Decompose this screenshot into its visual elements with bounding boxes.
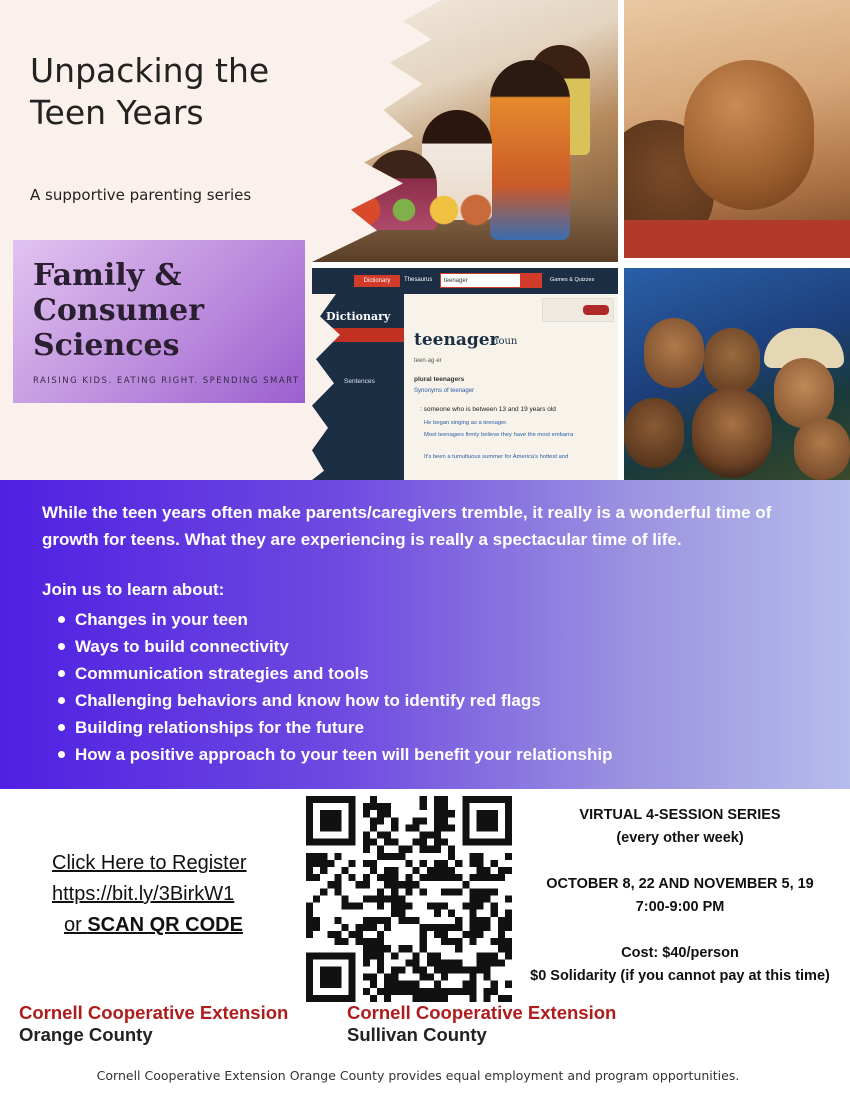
title-line-2: Teen Years: [30, 93, 204, 132]
event-details: [528, 804, 832, 988]
family-kitchen-photo: [312, 0, 618, 262]
search-icon: [520, 273, 542, 288]
person-head: [684, 60, 814, 210]
fcs-logo-box: [13, 240, 305, 403]
scan-qr-label: [52, 910, 272, 941]
frequency-label: (every other week): [616, 830, 744, 846]
scan-qr-text: SCAN QR CODE: [87, 914, 243, 936]
footer-note: Cornell Cooperative Extension Orange County provides equal employment and program opportunities.: [96, 1068, 740, 1083]
pronunciation: teen·ag·er: [414, 358, 442, 364]
register-url-link[interactable]: https://bit.ly/3BirkW1: [52, 883, 235, 905]
fcs-line-1: Family &: [33, 258, 182, 293]
fcs-line-3: Sciences: [33, 328, 180, 363]
example-sentence: He began singing as a teenager.: [424, 420, 508, 426]
sponsor-org: Cornell Cooperative Extension: [347, 1002, 617, 1023]
event-dates: OCTOBER 8, 22 AND NOVEMBER 5, 19: [546, 876, 814, 892]
plural-form: plural teenagers: [414, 376, 465, 383]
fcs-title: [33, 258, 204, 363]
join-heading: Join us to learn about:: [42, 580, 225, 599]
dictionary-screenshot: [312, 268, 618, 480]
sidebar-sentences: Sentences: [344, 378, 375, 385]
dictionary-search-field: teenager: [440, 273, 534, 288]
qr-code[interactable]: [306, 796, 512, 1002]
page-title: [30, 50, 300, 134]
topic-item: Ways to build connectivity: [58, 633, 612, 660]
series-label: VIRTUAL 4-SESSION SERIES: [579, 807, 781, 823]
teen-comfort-photo: [624, 0, 850, 258]
example-sentence: Most teenagers firmly believe they have the most embarra: [424, 432, 574, 438]
person-face: [692, 388, 772, 478]
sponsor-orange: [19, 1002, 288, 1046]
sidebar-label: Dictionary: [326, 310, 391, 323]
event-cost: Cost: $40/person: [621, 945, 739, 961]
car-icon: [583, 305, 609, 315]
fcs-line-2: Consumer: [33, 293, 205, 328]
topic-item: Building relationships for the future: [58, 714, 612, 741]
dictionary-logo: Dictionary: [354, 275, 400, 287]
person-face: [624, 398, 684, 468]
register-block: [52, 848, 272, 941]
example-sentence: It's been a tumultuous summer for America's hottest and: [424, 454, 569, 460]
topic-item: Changes in your teen: [58, 606, 612, 633]
fcs-tagline: RAISING KIDS. EATING RIGHT. SPENDING SMART: [33, 376, 300, 386]
page-subtitle: A supportive parenting series: [30, 186, 252, 204]
sponsor-sullivan: [347, 1002, 616, 1046]
definition: : someone who is between 13 and 19 years old: [420, 406, 556, 413]
person-face: [794, 418, 850, 480]
sponsor-org: Cornell Cooperative Extension: [19, 1002, 289, 1023]
topic-item: Communication strategies and tools: [58, 660, 612, 687]
topic-item: How a positive approach to your teen will benefit your relationship: [58, 741, 612, 768]
person-face: [704, 328, 760, 394]
shirt: [624, 220, 850, 258]
part-of-speech: noun: [492, 336, 518, 347]
register-link[interactable]: Click Here to Register: [52, 852, 247, 874]
topic-list: [58, 606, 612, 768]
topic-item: Challenging behaviors and know how to identify red flags: [58, 687, 612, 714]
solidarity-note: $0 Solidarity (if you cannot pay at this time): [530, 968, 830, 984]
person-figure: [490, 60, 570, 240]
intro-paragraph: While the teen years often make parents/caregivers tremble, it really is a wonderful time of growth for teens. What they are experiencing is really a spectacular time of life.: [42, 503, 772, 549]
sponsor-county: Sullivan County: [347, 1024, 487, 1045]
teen-group-photo: [624, 268, 850, 480]
games-link: Games & Quizzes: [550, 277, 595, 283]
event-time: 7:00-9:00 PM: [635, 899, 725, 915]
title-line-1: Unpacking the: [30, 51, 270, 90]
thesaurus-link: Thesaurus: [404, 277, 433, 283]
dictionary-headword: teenager: [414, 330, 499, 350]
or-text: or: [64, 914, 88, 936]
sponsor-county: Orange County: [19, 1024, 153, 1045]
car-ad: [542, 298, 614, 322]
person-face: [644, 318, 704, 388]
synonyms-link: Synonyms of teenager: [414, 388, 475, 394]
